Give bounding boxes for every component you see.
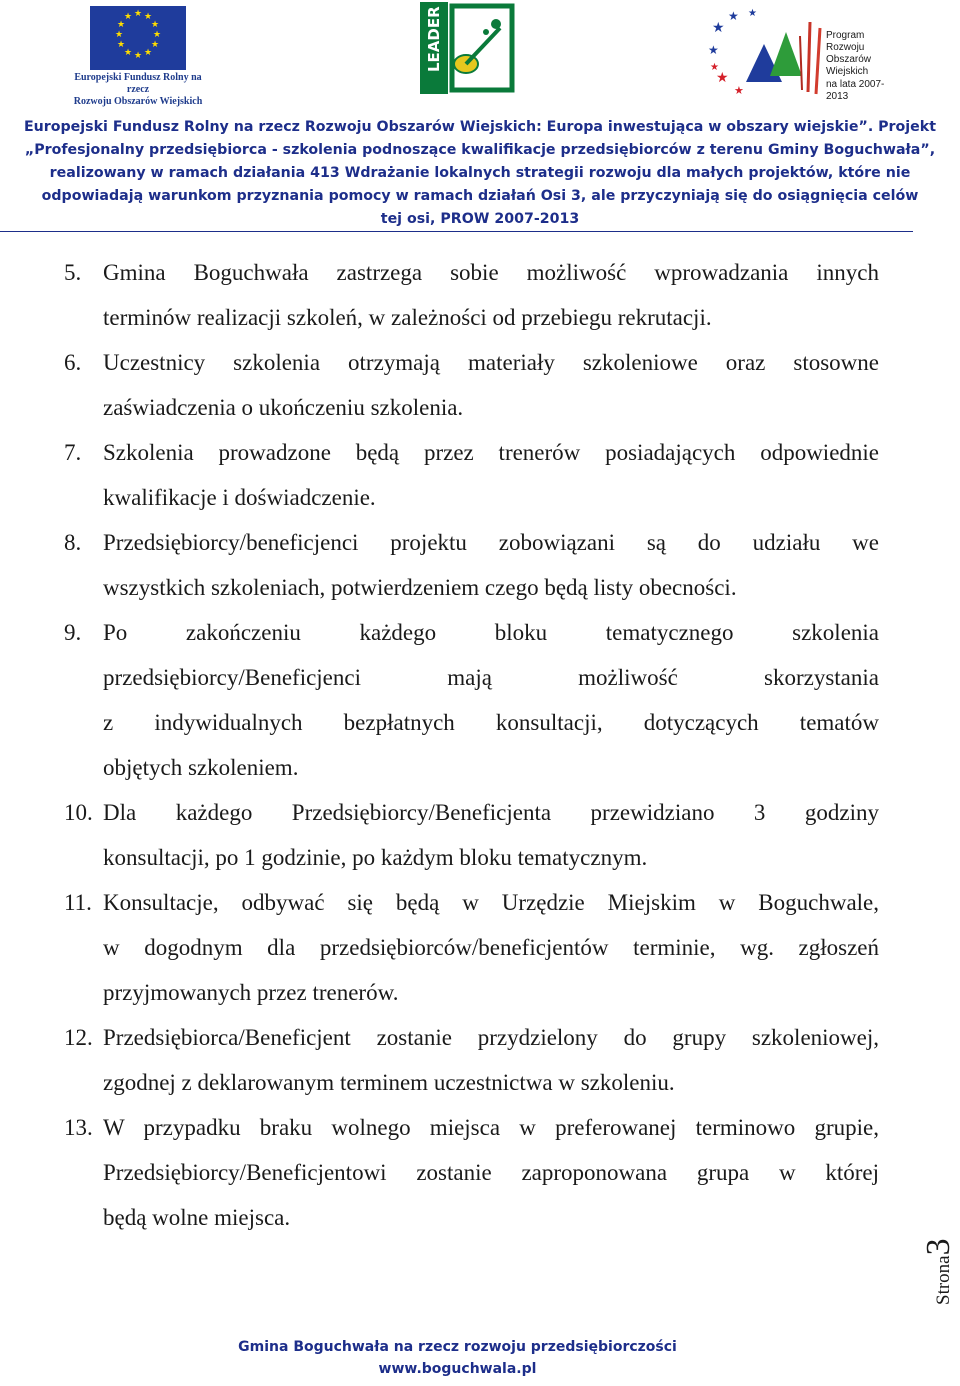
list-item xyxy=(0,340,960,430)
page-footer xyxy=(0,1336,915,1380)
svg-text:★: ★ xyxy=(712,20,725,36)
list-item-number: 10. xyxy=(64,800,93,825)
page-marker xyxy=(920,1225,960,1305)
list-item-line: Konsultacje, odbywać się będą w Urzędzie Miejskim w Boguchwale, xyxy=(103,890,879,915)
svg-text:★: ★ xyxy=(123,12,133,22)
svg-text:★: ★ xyxy=(734,84,744,97)
list-item xyxy=(0,430,960,520)
prow-line-3: Obszarów xyxy=(826,54,872,65)
list-item-line: Przedsiębiorcy/beneficjenci projektu zobowiązani są do udziału we xyxy=(103,530,879,555)
list-item-line: Przedsiębiorcy/Beneficjentowi zostanie zaproponowana grupa w której xyxy=(103,1160,879,1185)
header-line-5: tej osi, PROW 2007-2013 xyxy=(380,211,580,227)
header-line-1: Europejski Fundusz Rolny na rzecz Rozwoju Obszarów Wiejskich: Europa inwestująca w obszary wiejskie”. Projekt xyxy=(23,119,936,135)
header-line-3: realizowany w ramach działania 413 Wdrażanie lokalnych strategii rozwoju dla małych projektów, które nie xyxy=(49,165,911,181)
leader-logo xyxy=(420,2,516,94)
list-item-line: W przypadku braku wolnego miejsca w preferowanej terminowo grupie, xyxy=(103,1115,879,1140)
svg-text:★: ★ xyxy=(114,30,124,40)
footer-line-1: Gmina Boguchwała na rzecz rozwoju przedsiębiorczości xyxy=(238,1339,677,1355)
svg-text:★: ★ xyxy=(116,40,126,50)
list-item-line: Po zakończeniu każdego bloku tematycznego szkolenia xyxy=(103,620,879,645)
svg-text:★: ★ xyxy=(710,62,719,73)
list-item-line: przedsiębiorcy/Beneficjenci mają możliwość skorzystania xyxy=(103,665,879,690)
svg-text:★: ★ xyxy=(133,9,143,19)
prow-line-4: Wiejskich xyxy=(826,66,869,77)
svg-text:★: ★ xyxy=(716,70,729,86)
list-item xyxy=(0,520,960,610)
page-number: 3 xyxy=(920,1238,957,1256)
leader-emblem-icon xyxy=(420,2,516,94)
svg-text:★: ★ xyxy=(150,20,160,30)
list-item-number: 9. xyxy=(64,620,82,645)
list-item-line: z indywidualnych bezpłatnych konsultacji, dotyczących tematów xyxy=(103,710,879,735)
prow-emblem-icon xyxy=(706,2,826,102)
svg-text:★: ★ xyxy=(143,12,153,22)
list-item xyxy=(0,250,960,340)
header-line-4: odpowiadają warunkom przyznania pomocy w ramach działań Osi 3, ale przyczyniają się do osiągnięcia celów xyxy=(41,188,919,204)
prow-logo xyxy=(706,2,906,102)
list-item-number: 13. xyxy=(64,1115,93,1140)
svg-text:★: ★ xyxy=(708,43,719,57)
list-item-line: Gmina Boguchwała zastrzega sobie możliwość wprowadzania innych xyxy=(103,260,879,285)
header-line-2: „Profesjonalny przedsiębiorca - szkolenia podnoszące kwalifikacje przedsiębiorców z terenu Gminy Boguchwała”, xyxy=(24,142,936,158)
list-item-line: kwalifikacje i doświadczenie. xyxy=(103,485,376,510)
list-item-line: Dla każdego Przedsiębiorcy/Beneficjenta przewidziano 3 godziny xyxy=(103,800,879,825)
svg-text:★: ★ xyxy=(133,51,143,61)
list-item-line: przyjmowanych przez trenerów. xyxy=(103,980,399,1005)
list-item-line: Szkolenia prowadzone będą przez trenerów posiadających odpowiednie xyxy=(103,440,879,465)
svg-text:LEADER: LEADER xyxy=(425,6,443,72)
footer-website-link[interactable]: www.boguchwala.pl xyxy=(378,1361,537,1377)
list-item-line: objętych szkoleniem. xyxy=(103,755,299,780)
list-item-line: wszystkich szkoleniach, potwierdzeniem czego będą listy obecności. xyxy=(103,575,737,600)
svg-text:★: ★ xyxy=(123,48,133,58)
list-item-line: zaświadczenia o ukończeniu szkolenia. xyxy=(103,395,464,420)
svg-text:★: ★ xyxy=(116,20,126,30)
list-item-line: w dogodnym dla przedsiębiorców/beneficjentów terminie, wg. zgłoszeń xyxy=(103,935,879,960)
svg-text:★: ★ xyxy=(728,9,739,23)
list-item-number: 8. xyxy=(64,530,82,555)
header-divider xyxy=(0,231,913,232)
list-item-number: 6. xyxy=(64,350,82,375)
list-item-line: terminów realizacji szkoleń, w zależności od przebiegu rekrutacji. xyxy=(103,305,712,330)
list-item xyxy=(0,790,960,880)
eu-logo xyxy=(62,6,214,107)
project-header xyxy=(0,116,960,231)
list-item-number: 7. xyxy=(64,440,82,465)
svg-text:★: ★ xyxy=(152,30,162,40)
list-item-line: będą wolne miejsca. xyxy=(103,1205,291,1230)
svg-text:★: ★ xyxy=(150,40,160,50)
page-marker-word: Strona xyxy=(933,1255,954,1305)
list-item-line: zgodnej z deklarowanym terminem uczestnictwa w szkoleniu. xyxy=(103,1070,675,1095)
logo-bar xyxy=(0,0,960,110)
eu-caption-line-2: Rozwoju Obszarów Wiejskich xyxy=(73,96,203,107)
svg-text:★: ★ xyxy=(748,8,757,19)
svg-text:★: ★ xyxy=(143,48,153,58)
list-item xyxy=(0,610,960,790)
eu-flag-icon xyxy=(90,6,186,70)
prow-years: na lata 2007-2013 xyxy=(826,79,885,102)
eu-caption xyxy=(62,72,214,108)
list-item-line: Przedsiębiorca/Beneficjent zostanie przydzielony do grupy szkoleniowej, xyxy=(103,1025,879,1050)
prow-line-1: Program xyxy=(826,30,865,41)
list-item xyxy=(0,880,960,1015)
prow-line-2: Rozwoju xyxy=(826,42,865,53)
list-item xyxy=(0,1105,960,1240)
list-item-line: konsultacji, po 1 godzinie, po każdym bloku tematycznym. xyxy=(103,845,648,870)
eu-caption-line-1: Europejski Fundusz Rolny na rzecz xyxy=(74,72,202,95)
list-item-line: Uczestnicy szkolenia otrzymają materiały szkoleniowe oraz stosowne xyxy=(103,350,879,375)
list-item-number: 5. xyxy=(64,260,82,285)
list-item-number: 11. xyxy=(64,890,92,915)
prow-caption xyxy=(826,30,906,103)
list-item xyxy=(0,1015,960,1105)
list-item-number: 12. xyxy=(64,1025,93,1050)
